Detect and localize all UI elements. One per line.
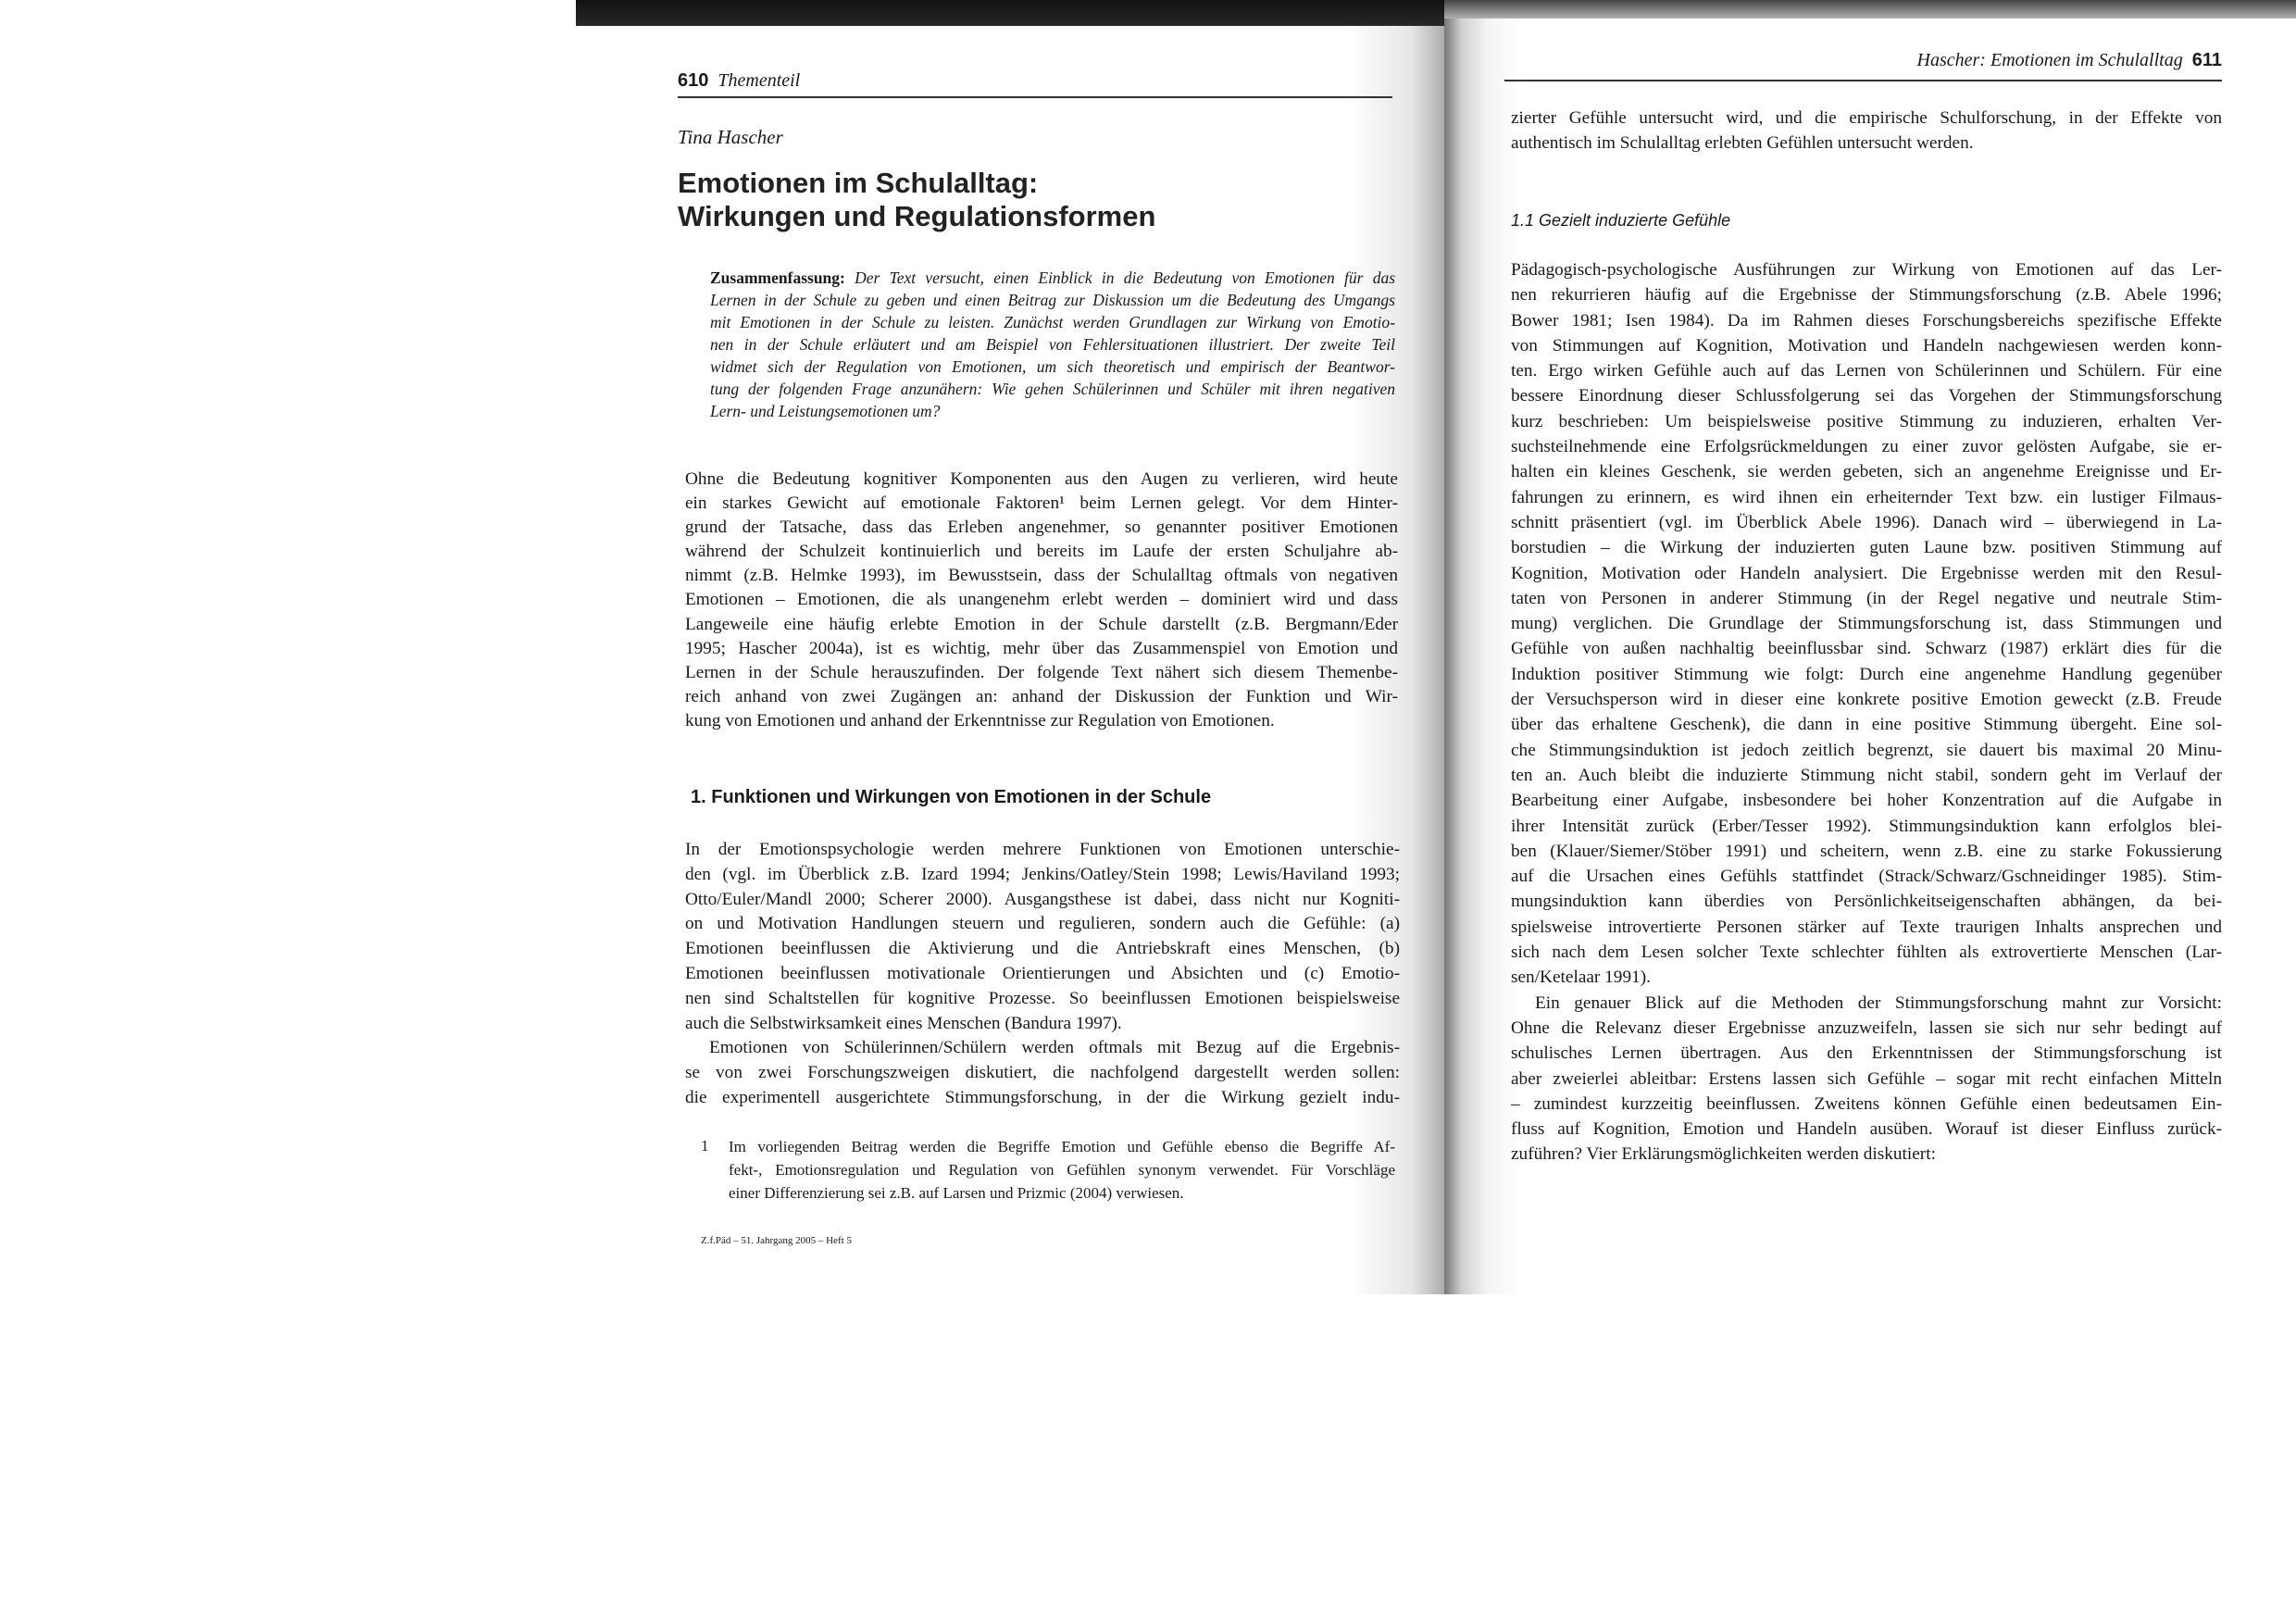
text-line: sen/Ketelaar 1991). — [1511, 968, 1651, 988]
text-line: kung von Emotionen und anhand der Erkenntnisse zur Regulation von Emotionen. — [685, 710, 1275, 730]
text-line: schnitt präsentiert (vgl. im Überblick Abele 1996). Danach wird – überwiegend in La- — [1511, 512, 2222, 532]
text-line: ihrer Intensität zurück (Erber/Tesser 1992). Stimmungsinduktion kann erfolglos blei- — [1511, 816, 2222, 836]
text-line: spielsweise introvertierte Personen stärker auf Texte traurigen Inhalts ansprechen und — [1511, 917, 2222, 937]
text-line: se von zwei Forschungszweigen diskutiert, die nachfolgend dargestellt werden sollen: — [685, 1063, 1400, 1083]
text-line: kurz beschrieben: Um beispielsweise positive Stimmung zu induzieren, erhalten Ver- — [1511, 411, 2222, 431]
text-line: auf die Ursachen eines Gefühls stattfindet (Strack/Schwarz/Gschneidinger 1985). Stim- — [1511, 867, 2222, 887]
text-line: suchsteilnehmende eine Erfolgsrückmeldungen zu einer zuvor gelösten Aufgabe, sie er- — [1511, 437, 2222, 457]
text-line: grund der Tatsache, dass das Erleben angenehmer, so genannter positiver Emotionen — [685, 518, 1398, 538]
footer: Z.f.Päd – 51. Jahrgang 2005 – Heft 5 — [701, 1235, 852, 1246]
footnote — [729, 1135, 1395, 1205]
text-line: widmet sich der Regulation von Emotionen, um sich theoretisch und empirisch der Beantwor- — [710, 357, 1395, 376]
title-line: Emotionen im Schulalltag: — [678, 167, 1039, 199]
text-line — [710, 267, 1395, 289]
section-heading: 1. Funktionen und Wirkungen von Emotionen in der Schule — [691, 787, 1212, 807]
text-line: fekt-, Emotionsregulation und Regulation von Gefühlen synonym verwendet. Für Vorschläge — [729, 1161, 1395, 1179]
text-line: ten an. Auch bleibt die induzierte Stimmung nicht stabil, sondern geht im Verlauf der — [1511, 765, 2222, 785]
abstract-label: Zusammenfassung: — [710, 268, 845, 287]
text-line: Gefühle von außen nachhaltig beeinflussbar sind. Schwarz (1987) erklärt dies für die — [1511, 639, 2222, 659]
text-line: nen rekurrieren häufig auf die Ergebnisse der Stimmungsforschung (z.B. Abele 1996; — [1511, 285, 2222, 306]
text-line: Ein genauer Blick auf die Methoden der Stimmungsforschung mahnt zur Vorsicht: — [1535, 993, 2222, 1013]
intro-paragraph — [685, 468, 1398, 733]
text-line: – zumindest kurzzeitig beeinflussen. Zweitens können Gefühle einen bedeutsamen Ein- — [1511, 1093, 2222, 1114]
text-line: Emotionen von Schülerinnen/Schülern werden oftmals mit Bezug auf die Ergebnis- — [709, 1038, 1400, 1058]
text-line: Bower 1981; Isen 1984). Da im Rahmen dieses Forschungsbereichs spezifische Effekte — [1511, 310, 2222, 331]
text-line: aber zweierlei ableitbar: Erstens lassen sich Gefühle – sogar mit recht einfachen Mitteln — [1511, 1068, 2222, 1089]
text-line: fluss auf Kognition, Emotion und Handeln ausüben. Worauf ist dieser Einfluss zurück- — [1511, 1119, 2222, 1140]
left-page — [576, 26, 1455, 1294]
text-line: Induktion positiver Stimmung wie folgt: Durch eine angenehme Handlung gegenüber — [1511, 664, 2222, 684]
text-line: on und Motivation Handlungen steuern und regulieren, sondern auch die Gefühle: (a) — [685, 914, 1400, 934]
scan-top-shadow — [576, 0, 1444, 28]
page-number: 610 — [678, 70, 709, 91]
text-line: die experimentell ausgerichtete Stimmungsforschung, in der die Wirkung gezielt indu- — [685, 1087, 1400, 1107]
text-line: Ohne die Relevanz dieser Ergebnisse anzuzweifeln, lassen sie sich nur sehr bedingt auf — [1511, 1017, 2222, 1038]
text-line: ben (Klauer/Siemer/Stöber 1991) und scheitern, wenn z.B. eine zu starke Fokussierung — [1511, 841, 2222, 861]
text-line: In der Emotionspsychologie werden mehrere Funktionen von Emotionen unterschie- — [685, 840, 1400, 859]
text-line: den (vgl. im Überblick z.B. Izard 1994; Jenkins/Oatley/Stein 1998; Lewis/Haviland 1993; — [685, 864, 1400, 884]
running-head: Thementeil — [718, 70, 801, 91]
text-line: auch die Selbstwirksamkeit eines Menschen (Bandura 1997). — [685, 1013, 1122, 1033]
text-line: ein starkes Gewicht auf emotionale Faktoren¹ beim Lernen gelegt. Vor dem Hinter- — [685, 493, 1398, 514]
title-line: Wirkungen und Regulationsformen — [678, 200, 1156, 232]
text-line: während der Schulzeit kontinuierlich und bereits im Laufe der ersten Schuljahre ab- — [685, 542, 1398, 562]
text-line: halten ein kleines Geschenk, sie werden gebeten, sich an angenehme Ereignisse und Er- — [1511, 462, 2222, 482]
text-line: nen in der Schule erläutert und am Beispiel von Fehlersituationen illustriert. Der zweite Teil — [710, 335, 1395, 354]
text-line: tung der folgenden Frage anzunähern: Wie gehen Schülerinnen und Schüler mit ihren negativen — [710, 380, 1395, 398]
text-line: 1995; Hascher 2004a), ist es wichtig, mehr über das Zusammenspiel von Emotion und — [685, 638, 1398, 658]
text-line: zuführen? Vier Erklärungsmöglichkeiten werden diskutiert: — [1511, 1144, 1936, 1165]
right-page — [1444, 19, 2296, 1294]
text-line: che Stimmungsinduktion ist jedoch zeitlich begrenzt, sie dauert bis maximal 20 Minu- — [1511, 740, 2222, 760]
text-line: mungsinduktion kann überdies von Persönlichkeitseigenschaften abhängen, da bei- — [1511, 892, 2222, 912]
text-line: Emotionen beeinflussen motivationale Orientierungen und Absichten und (c) Emotio- — [685, 963, 1400, 983]
text-line: fahrungen zu erinnern, es wird ihnen ein erheiternder Text bzw. ein lustiger Filmaus- — [1511, 487, 2222, 507]
header-rule — [1504, 80, 2222, 81]
text-line: Ohne die Bedeutung kognitiver Komponenten aus den Augen zu verlieren, wird heute — [685, 469, 1398, 489]
text-line: nen sind Schaltstellen für kognitive Prozesse. So beeinflussen Emotionen beispielsweise — [685, 988, 1400, 1008]
text-line: Lernen in der Schule zu geben und einen Beitrag zur Diskussion um die Bedeutung des Umgangs — [710, 291, 1395, 309]
subsection-heading: 1.1 Gezielt induzierte Gefühle — [1511, 211, 1731, 230]
header-rule — [678, 96, 1392, 98]
text-line: über das erhaltene Geschenk), die dann in eine positive Stimmung übergeht. Eine sol- — [1511, 715, 2222, 735]
section-text — [685, 838, 1400, 1111]
running-header-left — [678, 70, 800, 92]
text-line: authentisch im Schulalltag erlebten Gefühlen untersucht werden. — [1511, 133, 1974, 154]
text-line: Emotionen beeinflussen die Aktivierung und die Antriebskraft eines Menschen, (b) — [685, 939, 1400, 959]
article-title — [678, 167, 1155, 233]
text-line: bessere Einordnung dieser Schlussfolgerung sei das Vorgehen der Stimmungsforschung — [1511, 386, 2222, 406]
text-line: Kognition, Motivation oder Handeln analysiert. Die Ergebnisse werden mit den Resul- — [1511, 563, 2222, 583]
continued-text — [1511, 106, 2222, 156]
text-line: reich anhand von zwei Zugängen an: anhand der Diskussion der Funktion und Wir- — [685, 686, 1398, 706]
footnote-number: 1 — [701, 1137, 709, 1155]
text-line: ten. Ergo wirken Gefühle auch auf das Lernen von Schülerinnen und Schülern. Für eine — [1511, 361, 2222, 381]
text-line: Lernen in der Schule herauszufinden. Der folgende Text nähert sich diesem Themenbe- — [685, 662, 1398, 682]
abstract — [710, 267, 1395, 422]
text-line: der Versuchsperson wird in dieser eine konkrete positive Emotion geweckt (z.B. Freude — [1511, 690, 2222, 710]
running-header-right — [1917, 50, 2222, 71]
text-line: einer Differenzierung sei z.B. auf Larsen und Prizmic (2004) verwiesen. — [729, 1184, 1184, 1202]
text-line: Otto/Euler/Mandl 2000; Scherer 2000). Ausgangsthese ist dabei, dass nicht nur Kogniti- — [685, 889, 1400, 909]
text-line: nimmt (z.B. Helmke 1993), im Bewusstsein, dass der Schulalltag oftmals von negativen — [685, 566, 1398, 586]
abstract-text: Der Text versucht, einen Einblick in die Bedeutung von Emotionen für das — [855, 268, 1395, 287]
text-line: Emotionen – Emotionen, die als unangenehm erlebt werden – dominiert wird und dass — [685, 590, 1398, 610]
scan-top-shadow-right — [1444, 0, 2296, 20]
page-number: 611 — [2191, 50, 2222, 70]
text-line: sich nach dem Lesen solcher Texte schlechter fühlten als extrovertierte Menschen (Lar- — [1511, 943, 2222, 963]
text-line: Im vorliegenden Beitrag werden die Begriffe Emotion und Gefühle ebenso die Begriffe Af- — [729, 1138, 1395, 1155]
running-head: Hascher: Emotionen im Schulalltag — [1916, 50, 2183, 70]
subsection-text — [1511, 257, 2222, 1167]
text-line: taten von Personen in anderer Stimmung (in der Regel negative und neutrale Stim- — [1511, 588, 2222, 608]
text-line: Pädagogisch-psychologische Ausführungen zur Wirkung von Emotionen auf das Ler- — [1511, 260, 2222, 280]
text-line: mung) verglichen. Die Grundlage der Stimmungsforschung ist, dass Stimmungen und — [1511, 614, 2222, 634]
text-line: von Stimmungen auf Kognition, Motivation und Handeln nachgewiesen werden konn- — [1511, 335, 2222, 356]
author: Tina Hascher — [678, 126, 783, 148]
text-line: Bearbeitung einer Aufgabe, insbesondere bei hoher Konzentration auf die Aufgabe in — [1511, 791, 2222, 811]
text-line: Langeweile eine häufig erlebte Emotion in der Schule darstellt (z.B. Bergmann/Eder — [685, 614, 1398, 634]
text-line: zierter Gefühle untersucht wird, und die empirische Schulforschung, in der Effekte von — [1511, 108, 2222, 128]
text-line: Lern- und Leistungsemotionen um? — [710, 402, 941, 420]
text-line: borstudien – die Wirkung der induzierten guten Laune bzw. positiven Stimmung auf — [1511, 538, 2222, 558]
text-line: schulisches Lernen übertragen. Aus den Erkenntnissen der Stimmungsforschung ist — [1511, 1043, 2222, 1064]
text-line: mit Emotionen in der Schule zu leisten. Zunächst werden Grundlagen zur Wirkung von Emotio- — [710, 313, 1395, 331]
